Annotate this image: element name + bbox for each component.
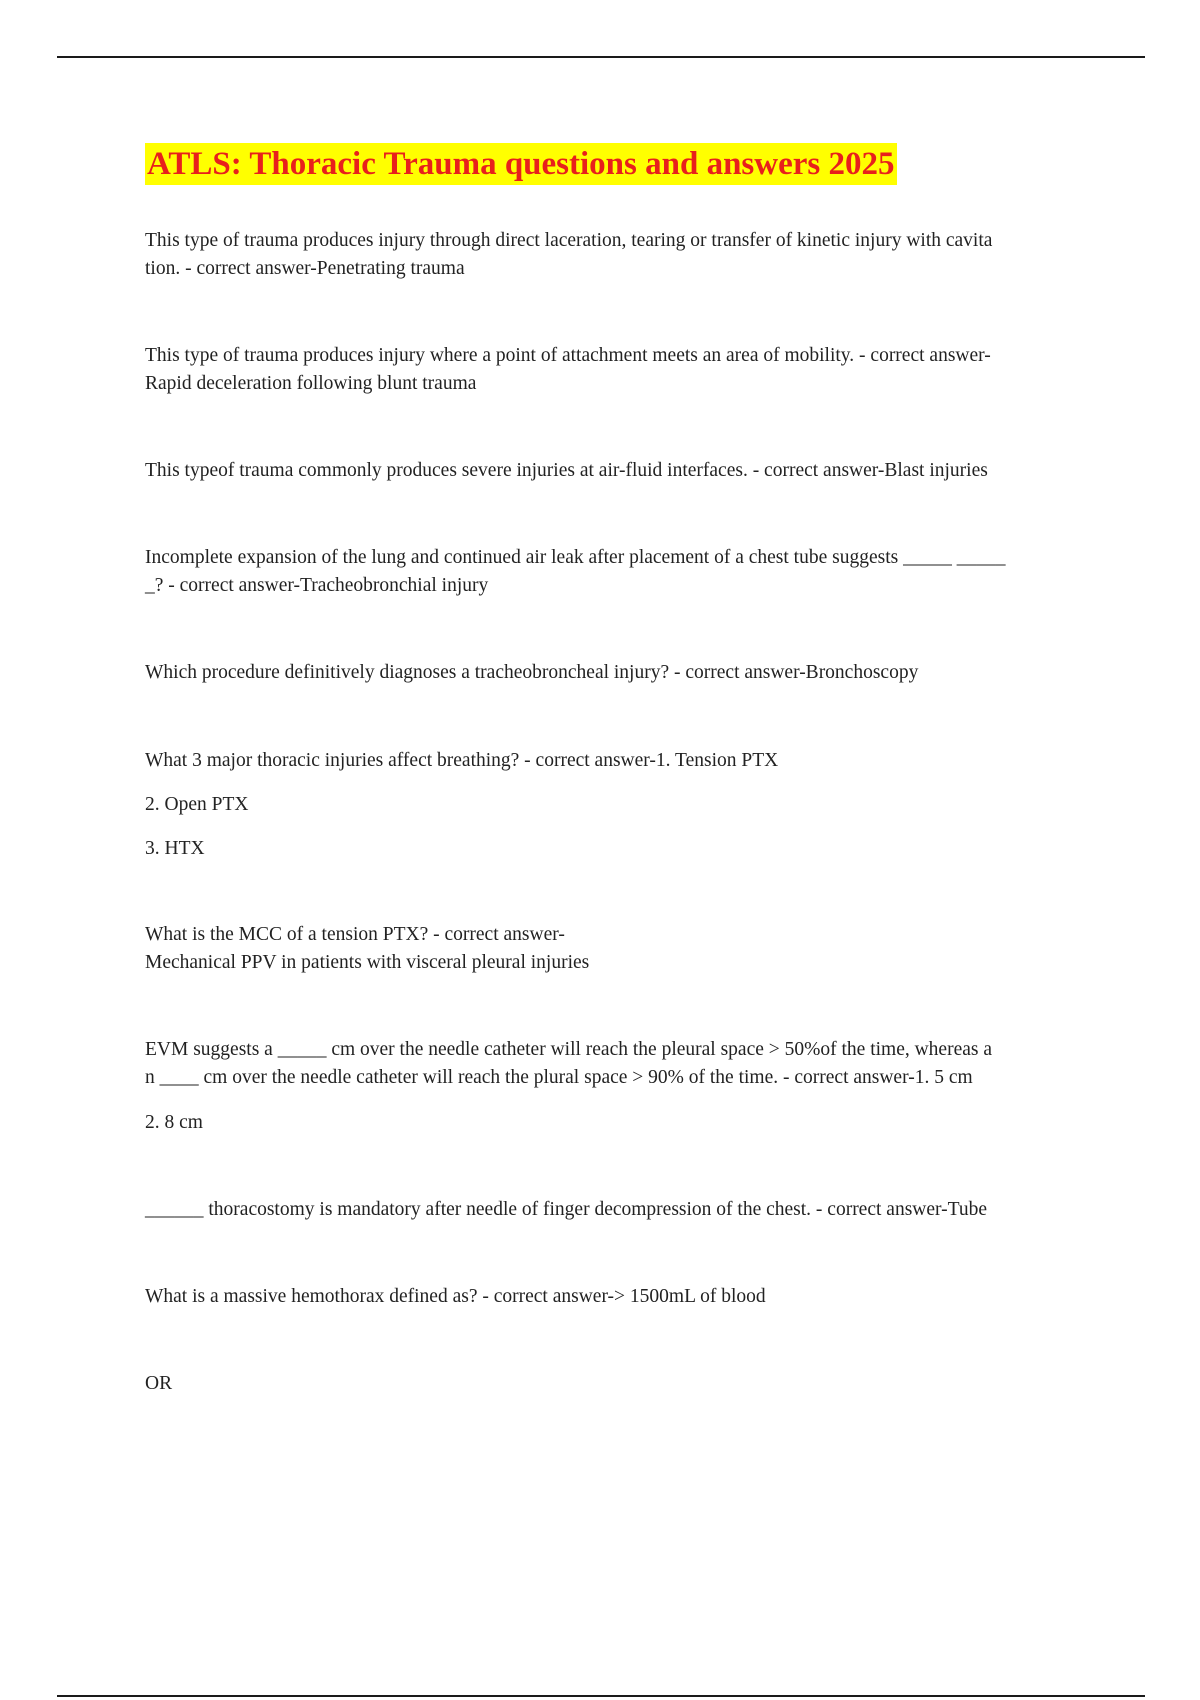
qa-item-4 xyxy=(145,544,1005,600)
qa-line: 2. 8 cm xyxy=(145,1112,203,1133)
qa-line: 3. HTX xyxy=(145,838,205,859)
qa-line: What 3 major thoracic injuries affect breathing? - correct answer-1. Tension PTX xyxy=(145,750,779,771)
qa-item-11 xyxy=(145,1370,172,1398)
qa-line: Mechanical PPV in patients with visceral pleural injuries xyxy=(145,952,590,973)
qa-item-9 xyxy=(145,1196,987,1224)
qa-line: 2. Open PTX xyxy=(145,794,249,815)
qa-line: Incomplete expansion of the lung and continued air leak after placement of a chest tube suggests _____ _____ xyxy=(145,547,1006,568)
qa-item-7 xyxy=(145,921,589,977)
document-title: ATLS: Thoracic Trauma questions and answers 2025 xyxy=(145,143,897,185)
qa-line: ______ thoracostomy is mandatory after needle of finger decompression of the chest. - correct answer-Tube xyxy=(145,1199,987,1220)
qa-line: n ____ cm over the needle catheter will reach the plural space > 90% of the time. - correct answer-1. 5 cm xyxy=(145,1067,973,1088)
qa-line: What is the MCC of a tension PTX? - correct answer- xyxy=(145,924,565,945)
qa-line: This typeof trauma commonly produces severe injuries at air-fluid interfaces. - correct answer-Blast injuries xyxy=(145,460,988,481)
qa-line: OR xyxy=(145,1373,173,1394)
qa-item-8 xyxy=(145,1036,992,1092)
qa-item-6 xyxy=(145,747,778,775)
qa-line: Rapid deceleration following blunt trauma xyxy=(145,373,477,394)
qa-item-5 xyxy=(145,659,918,687)
qa-line: What is a massive hemothorax defined as? - correct answer-> 1500mL of blood xyxy=(145,1286,766,1307)
qa-item-3 xyxy=(145,457,988,485)
top-rule xyxy=(57,56,1145,58)
qa-line: EVM suggests a _____ cm over the needle catheter will reach the pleural space > 50%of the time, whereas a xyxy=(145,1039,993,1060)
qa-line: This type of trauma produces injury where a point of attachment meets an area of mobility. - correct answer- xyxy=(145,345,991,366)
qa-item-10 xyxy=(145,1283,766,1311)
qa-item-8-answer-2 xyxy=(145,1109,203,1137)
qa-line: _? - correct answer-Tracheobronchial injury xyxy=(145,575,489,596)
qa-line: Which procedure definitively diagnoses a tracheobroncheal injury? - correct answer-Bronchoscopy xyxy=(145,662,919,683)
qa-line: This type of trauma produces injury through direct laceration, tearing or transfer of kinetic injury with cavita xyxy=(145,230,993,251)
bottom-rule xyxy=(57,1695,1145,1697)
qa-item-2 xyxy=(145,342,991,398)
qa-item-1 xyxy=(145,227,992,283)
qa-item-6-answer-3 xyxy=(145,835,205,863)
document-body xyxy=(145,143,1090,1394)
qa-item-6-answer-2 xyxy=(145,791,248,819)
qa-line: tion. - correct answer-Penetrating trauma xyxy=(145,258,465,279)
